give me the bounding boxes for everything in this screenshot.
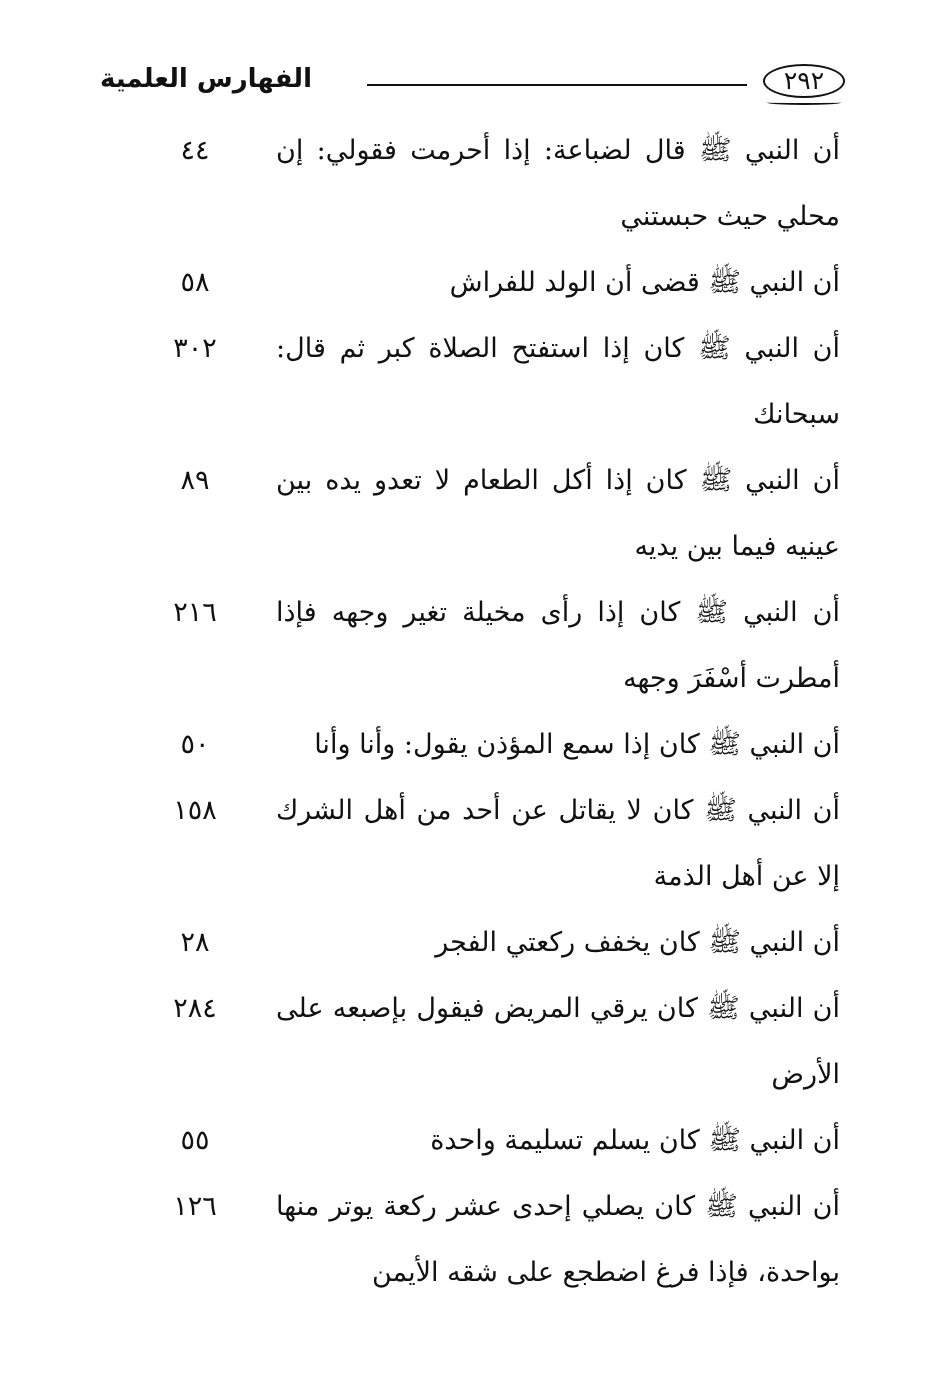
index-entry — [150, 1108, 840, 1174]
entry-page-ref: ٥٥ — [180, 1125, 210, 1156]
entry-page-ref: ٣٠٢ — [173, 333, 217, 364]
page-number: ٢٩٢ — [763, 64, 845, 98]
entry-text: أن النبي ﷺ كان يرقي المريض فيقول بإصبعه على الأرض — [276, 993, 840, 1090]
entry-page-ref: ٢٨ — [180, 927, 210, 958]
entry-page-ref: ١٢٦ — [173, 1191, 217, 1222]
entry-text: أن النبي ﷺ كان لا يقاتل عن أحد من أهل الشرك إلا عن أهل الذمة — [276, 795, 840, 892]
entry-page-ref: ٥٨ — [180, 267, 210, 298]
index-entry — [150, 448, 840, 580]
entry-page-ref: ٥٠ — [180, 729, 210, 760]
index-entry — [150, 910, 840, 976]
header-rule — [367, 84, 747, 86]
entry-text: أن النبي ﷺ كان يسلم تسليمة واحدة — [430, 1125, 840, 1156]
hadith-index — [150, 118, 840, 1306]
index-entry — [150, 580, 840, 712]
entry-page-ref: ٢٨٤ — [173, 993, 217, 1024]
index-entry — [150, 250, 840, 316]
index-entry — [150, 778, 840, 910]
entry-text: أن النبي ﷺ كان إذا أكل الطعام لا تعدو يده بين عينيه فيما بين يديه — [276, 465, 840, 562]
page-header — [100, 62, 845, 106]
entry-text: أن النبي ﷺ قضى أن الولد للفراش — [449, 267, 840, 298]
index-entry — [150, 712, 840, 778]
entry-page-ref: ٨٩ — [180, 465, 210, 496]
entry-page-ref: ٢١٦ — [173, 597, 217, 628]
entry-text: أن النبي ﷺ قال لضباعة: إذا أحرمت فقولي: إن محلي حيث حبستني — [276, 135, 840, 232]
index-entry — [150, 118, 840, 250]
index-entry — [150, 976, 840, 1108]
index-entry — [150, 1174, 840, 1306]
index-entry — [150, 316, 840, 448]
entry-text: أن النبي ﷺ كان إذا رأى مخيلة تغير وجهه فإذا أمطرت أسْفَرَ وجهه — [276, 597, 840, 694]
entry-text: أن النبي ﷺ كان إذا سمع المؤذن يقول: وأنا وأنا — [314, 729, 840, 760]
entry-page-ref: ١٥٨ — [173, 795, 217, 826]
entry-page-ref: ٤٤ — [180, 135, 210, 166]
entry-text: أن النبي ﷺ كان إذا استفتح الصلاة كبر ثم قال: سبحانك — [276, 333, 840, 430]
page-number-ornament — [767, 100, 841, 105]
running-title: الفهارس العلمية — [100, 64, 312, 94]
entry-text: أن النبي ﷺ كان يخفف ركعتي الفجر — [435, 927, 840, 958]
entry-text: أن النبي ﷺ كان يصلي إحدى عشر ركعة يوتر منها بواحدة، فإذا فرغ اضطجع على شقه الأيمن — [276, 1191, 840, 1288]
